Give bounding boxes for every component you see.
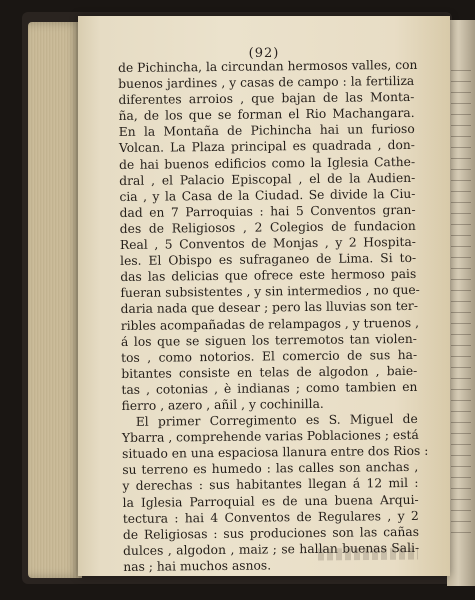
text-line: cia , y la Casa de la Ciudad. Se divide la Ciu- — [119, 186, 416, 204]
text-line: das las delicias que ofrece este hermoso pais — [120, 267, 417, 285]
text-line: y derechas : sus habitantes llegan á 12 mil : — [122, 476, 419, 494]
text-line: dad en 7 Parroquias : hai 5 Conventos gran- — [119, 202, 416, 220]
text-line: dulces , algodon , maiz ; se hallan buenas Sali- — [123, 540, 420, 558]
bleed-through-text — [318, 547, 418, 560]
text-line: Real , 5 Conventos de Monjas , y 2 Hospita- — [119, 234, 416, 253]
text-line: la Iglesia Parroquial es de una buena Arqui- — [122, 492, 419, 510]
text-line: de Pichincha, la circundan hermosos valles, con — [118, 57, 418, 75]
text-line: El primer Corregimento es S. Miguel de — [135, 411, 418, 429]
text-line: fueran subsistentes , y sin intermedios , no que- — [120, 283, 420, 301]
text-line: Ybarra , comprehende varias Poblaciones ; está — [121, 428, 419, 446]
text-line: tectura : hai 4 Conventos de Regulares , y 2 — [122, 508, 419, 526]
text-line: ña, de los que se forman el Rio Machangara. — [118, 106, 415, 124]
text-line: bitantes consiste en telas de algodon , baie- — [121, 363, 418, 381]
text-line: de hai buenos edificios como la Iglesia Cathe- — [119, 154, 416, 172]
text-line: situado en una espaciosa llanura entre dos Rios : — [122, 444, 429, 462]
text-line: su terreno es humedo : las calles son anchas , — [122, 460, 419, 478]
body-text — [118, 57, 429, 575]
page-edges — [28, 22, 82, 578]
text-line: tas , cotonias , è indianas ; como tambien en — [121, 379, 418, 397]
text-line: daria nada que desear ; pero las lluvias son ter- — [120, 299, 419, 317]
facing-page-edge — [447, 20, 475, 586]
text-line: nas ; hai muchos asnos. — [123, 558, 272, 574]
text-line: ribles acompañadas de relampagos , y truenos , — [120, 315, 420, 333]
text-line: En la Montaña de Pichincha hai un furioso — [118, 122, 415, 140]
text-line: de Religiosas : sus produciones son las cañas — [122, 524, 420, 542]
text-line: á los que se siguen los terremotos tan violen- — [120, 331, 418, 349]
text-line: tos , como notorios. El comercio de sus ha- — [121, 347, 418, 365]
page-number: (92) — [248, 46, 280, 61]
text-line: fierro , azero , añil , y cochinilla. — [121, 396, 324, 413]
text-line: des de Religiosos , 2 Colegios de fundacion — [119, 218, 416, 236]
text-line: buenos jardines , y casas de campo : la fertiliza — [118, 73, 415, 92]
text-line: diferentes arroios , que bajan de las Monta- — [118, 90, 415, 108]
text-line: les. El Obispo es sufraganeo de Lima. Si to- — [120, 251, 417, 269]
text-line: Volcan. La Plaza principal es quadrada , don- — [118, 138, 415, 156]
text-line: dral , el Palacio Episcopal , el de la Audien- — [119, 170, 416, 188]
